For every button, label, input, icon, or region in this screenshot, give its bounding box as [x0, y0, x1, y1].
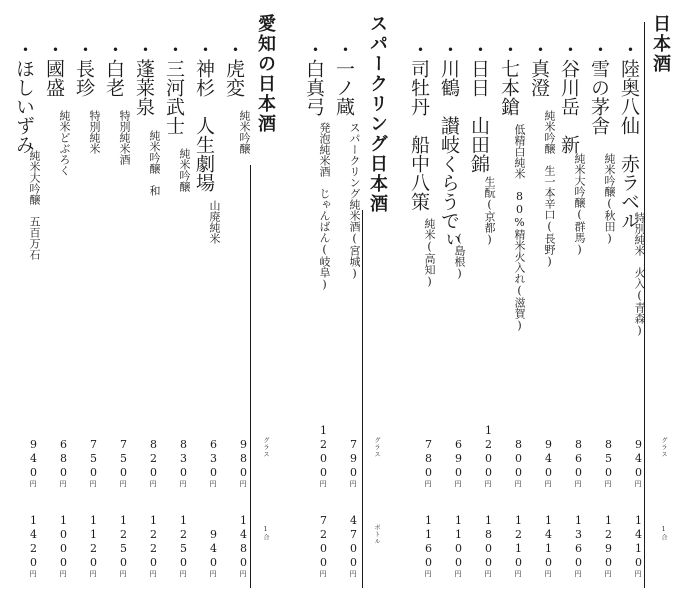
price [483, 514, 494, 578]
item-desc: 純米吟醸 [238, 110, 251, 154]
item-desc: 生酛(京都) [483, 176, 496, 246]
item-name: ・陸奥八仙 赤ラベル [618, 40, 640, 230]
price [28, 438, 39, 488]
price [348, 438, 359, 488]
price-value: 800 [512, 438, 525, 480]
item-desc: 純米大吟醸(群馬) [573, 153, 586, 256]
item-desc: 純米吟醸(秋田) [603, 153, 616, 245]
yen-unit: 円 [634, 570, 642, 578]
price-value: 780 [422, 438, 435, 480]
price-value: 830 [177, 438, 190, 480]
item-desc-wrap [86, 110, 102, 154]
item-desc-wrap [541, 110, 557, 268]
price [238, 438, 249, 488]
yen-unit: 円 [29, 480, 37, 488]
yen-unit: 円 [544, 480, 552, 488]
menu-item [589, 40, 608, 139]
menu-item [499, 40, 518, 120]
price [483, 424, 494, 488]
yen-unit: 円 [149, 480, 157, 488]
price [633, 514, 644, 578]
price [178, 514, 189, 578]
menu-item [469, 40, 488, 177]
price-value: 1210 [512, 514, 525, 570]
yen-unit: 円 [544, 570, 552, 578]
price-value: 980 [237, 438, 250, 480]
price-value: 1480 [237, 514, 250, 570]
price [118, 438, 129, 488]
price [633, 438, 644, 488]
price-value: 1100 [452, 514, 465, 570]
yen-unit: 円 [319, 570, 327, 578]
yen-unit: 円 [179, 480, 187, 488]
yen-unit: 円 [119, 570, 127, 578]
item-desc: スパークリング純米酒(宮城) [348, 122, 361, 280]
yen-unit: 円 [349, 570, 357, 578]
item-desc-wrap [346, 122, 362, 280]
price-value: 1220 [147, 514, 160, 570]
item-desc-wrap [631, 212, 647, 337]
item-desc-wrap [176, 148, 192, 192]
price-value: 850 [602, 438, 615, 480]
yen-unit: 円 [484, 570, 492, 578]
menu-item [304, 40, 323, 120]
price-value: 820 [147, 438, 160, 480]
price [88, 514, 99, 578]
price [148, 514, 159, 578]
price-value: 1200 [482, 424, 495, 480]
menu-item [44, 40, 63, 101]
price [423, 514, 434, 578]
menu-item [224, 40, 243, 101]
price [118, 514, 129, 578]
price [453, 514, 464, 578]
menu-item [559, 40, 578, 158]
price-value: 1200 [317, 424, 330, 480]
item-desc-wrap [316, 122, 332, 291]
yen-unit: 円 [514, 480, 522, 488]
price [603, 514, 614, 578]
price [318, 424, 329, 488]
menu-item [194, 40, 213, 196]
yen-unit: 円 [119, 480, 127, 488]
yen-unit: 円 [239, 570, 247, 578]
price-value: 1420 [27, 514, 40, 570]
item-name: ・司牡丹 船中八策 [408, 40, 430, 211]
yen-unit: 円 [424, 480, 432, 488]
yen-unit: 円 [424, 570, 432, 578]
header-ichigo: 1合 [660, 526, 667, 541]
item-desc-wrap [116, 110, 132, 165]
price-value: 940 [27, 438, 40, 480]
item-name: ・一ノ蔵 [333, 40, 355, 116]
price [348, 514, 359, 578]
yen-unit: 円 [454, 480, 462, 488]
item-desc-wrap [236, 110, 252, 154]
item-name: ・日日 山田錦 [468, 40, 490, 173]
yen-unit: 円 [604, 480, 612, 488]
price-value: 1360 [572, 514, 585, 570]
item-desc: 特別純米 火入(青森) [633, 212, 646, 337]
yen-unit: 円 [149, 570, 157, 578]
item-desc-wrap [421, 218, 437, 288]
item-name: ・三河武士 [163, 40, 185, 135]
item-desc: 純米どぶろく [58, 110, 71, 176]
item-desc: 山廃純米 [208, 200, 221, 244]
item-desc: 純米吟醸 生一本辛口(長野) [543, 110, 556, 268]
price-value: 940 [207, 528, 220, 570]
yen-unit: 円 [89, 480, 97, 488]
item-name: ・川鶴 讃岐くらうでぃ [438, 40, 460, 249]
price [58, 438, 69, 488]
item-desc-wrap [481, 176, 497, 246]
yen-unit: 円 [454, 570, 462, 578]
yen-unit: 円 [89, 570, 97, 578]
item-desc-wrap [571, 153, 587, 256]
item-name: ・ほしいずみ [13, 40, 35, 154]
menu-item [529, 40, 548, 101]
item-desc: 純米(高知) [423, 218, 436, 288]
yen-unit: 円 [59, 480, 67, 488]
menu-item [104, 40, 123, 101]
price [238, 514, 249, 578]
price [88, 438, 99, 488]
yen-unit: 円 [29, 570, 37, 578]
item-desc-wrap [206, 200, 222, 244]
price-value: 1250 [177, 514, 190, 570]
price-value: 790 [347, 438, 360, 480]
price [28, 514, 39, 578]
price [318, 514, 329, 578]
item-name: ・七本鎗 [498, 40, 520, 116]
item-name: ・白真弓 [303, 40, 325, 116]
item-desc: 純米吟醸 [178, 148, 191, 192]
yen-unit: 円 [484, 480, 492, 488]
item-name: ・虎変 [223, 40, 245, 97]
price-value: 4700 [347, 514, 360, 570]
item-desc-wrap [451, 232, 467, 280]
item-desc-wrap [146, 130, 162, 196]
price-value: 1800 [482, 514, 495, 570]
item-desc: 発泡純米酒 じゃんばん(岐阜) [318, 122, 331, 291]
menu-item [134, 40, 153, 120]
price [573, 514, 584, 578]
price [573, 438, 584, 488]
menu-item [14, 40, 33, 158]
header-ichigo-aichi: 1合 [262, 526, 269, 541]
price [453, 438, 464, 488]
price [178, 438, 189, 488]
price [513, 438, 524, 488]
price-value: 690 [452, 438, 465, 480]
price [543, 514, 554, 578]
price-value: 940 [632, 438, 645, 480]
price [543, 438, 554, 488]
price-value: 1290 [602, 514, 615, 570]
yen-unit: 円 [319, 480, 327, 488]
yen-unit: 円 [239, 480, 247, 488]
item-name: ・國盛 [43, 40, 65, 97]
menu-item [619, 40, 638, 234]
price-value: 1000 [57, 514, 70, 570]
menu-item [74, 40, 93, 101]
item-desc: 低精白純米 80%精米火入れ(滋賀) [513, 124, 526, 332]
section-title-aichi: 愛知の日本酒 [255, 14, 276, 134]
section-title-sparkling: スパークリング日本酒 [367, 14, 388, 214]
price [423, 438, 434, 488]
item-desc: 特別純米 [88, 110, 101, 154]
menu-item [439, 40, 458, 253]
item-desc: 特別純米酒 [118, 110, 131, 165]
price [208, 528, 219, 578]
price-value: 1410 [632, 514, 645, 570]
item-desc-wrap [56, 110, 72, 176]
price-value: 1410 [542, 514, 555, 570]
price [148, 438, 159, 488]
yen-unit: 円 [574, 480, 582, 488]
yen-unit: 円 [209, 570, 217, 578]
item-desc: 純米大吟醸 五百万石 [28, 150, 41, 260]
item-desc-wrap [601, 153, 617, 245]
price [513, 514, 524, 578]
price-value: 7200 [317, 514, 330, 570]
price-value: 860 [572, 438, 585, 480]
yen-unit: 円 [209, 480, 217, 488]
price-value: 1160 [422, 514, 435, 570]
yen-unit: 円 [634, 480, 642, 488]
header-bottle: ボトル [373, 524, 380, 545]
item-name: ・真澄 [528, 40, 550, 97]
price-value: 680 [57, 438, 70, 480]
divider-aichi [250, 165, 251, 588]
yen-unit: 円 [179, 570, 187, 578]
price-value: 750 [117, 438, 130, 480]
item-desc: (島根) [453, 232, 466, 280]
price [58, 514, 69, 578]
yen-unit: 円 [59, 570, 67, 578]
price [603, 438, 614, 488]
price-value: 750 [87, 438, 100, 480]
price-value: 1250 [117, 514, 130, 570]
price-value: 1120 [87, 514, 100, 570]
item-desc-wrap [26, 150, 42, 260]
item-name: ・谷川岳 新 [558, 40, 580, 154]
menu-item [409, 40, 428, 215]
header-glass: グラス [660, 437, 667, 458]
item-name: ・蓬莱泉 [133, 40, 155, 116]
section-title-nihonshu: 日本酒 [650, 14, 671, 74]
item-name: ・白老 [103, 40, 125, 97]
item-desc: 純米吟醸 和 [148, 130, 161, 196]
item-name: ・神杉 人生劇場 [193, 40, 215, 192]
price-value: 940 [542, 438, 555, 480]
menu-item [164, 40, 183, 139]
item-name: ・雪の茅舎 [588, 40, 610, 135]
item-name: ・長珍 [73, 40, 95, 97]
price [208, 438, 219, 488]
menu-item [334, 40, 353, 120]
price-value: 630 [207, 438, 220, 480]
yen-unit: 円 [574, 570, 582, 578]
header-glass-sparkling: グラス [373, 437, 380, 458]
item-desc-wrap [511, 124, 527, 332]
yen-unit: 円 [514, 570, 522, 578]
header-glass-aichi: グラス [262, 437, 269, 458]
yen-unit: 円 [349, 480, 357, 488]
divider-sparkling [362, 210, 363, 588]
yen-unit: 円 [604, 570, 612, 578]
